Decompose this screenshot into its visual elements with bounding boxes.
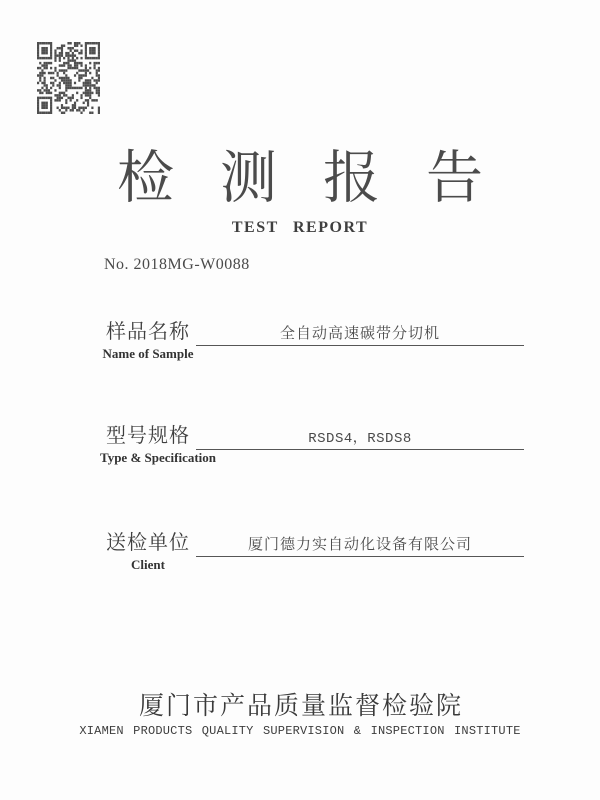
sample-name-underline xyxy=(196,319,524,346)
report-title: 检测报告 xyxy=(117,147,529,210)
field-client xyxy=(100,530,524,573)
field-sample-name xyxy=(100,319,524,362)
client-underline xyxy=(196,530,524,557)
type-spec-value: RSDS4，RSDS8 xyxy=(308,431,412,447)
institute-name-zh: 厦门市产品质量监督检验院 xyxy=(138,693,463,720)
field-label xyxy=(100,530,196,573)
type-spec-label-zh: 型号规格 xyxy=(106,425,190,447)
qr-code-icon xyxy=(37,42,100,114)
sample-name-value: 全自动高速碳带分切机 xyxy=(279,326,440,342)
sample-name-label-zh: 样品名称 xyxy=(106,321,190,343)
client-value: 厦门德力实自动化设备有限公司 xyxy=(247,537,472,553)
client-label-en: Client xyxy=(131,557,165,572)
client-label-zh: 送检单位 xyxy=(106,532,190,554)
field-label xyxy=(100,423,217,466)
report-subtitle: TEST REPORT xyxy=(231,219,369,236)
type-spec-underline xyxy=(196,423,524,450)
field-type-specification xyxy=(100,423,524,466)
institute-name-en: XIAMEN PRODUCTS QUALITY SUPERVISION & INSPECTION INSTITUTE xyxy=(79,724,521,738)
type-spec-label-en: Type & Specification xyxy=(100,450,217,465)
sample-name-label-en: Name of Sample xyxy=(102,346,194,361)
report-number: No. 2018MG-W0088 xyxy=(104,256,250,273)
field-label xyxy=(100,319,196,362)
